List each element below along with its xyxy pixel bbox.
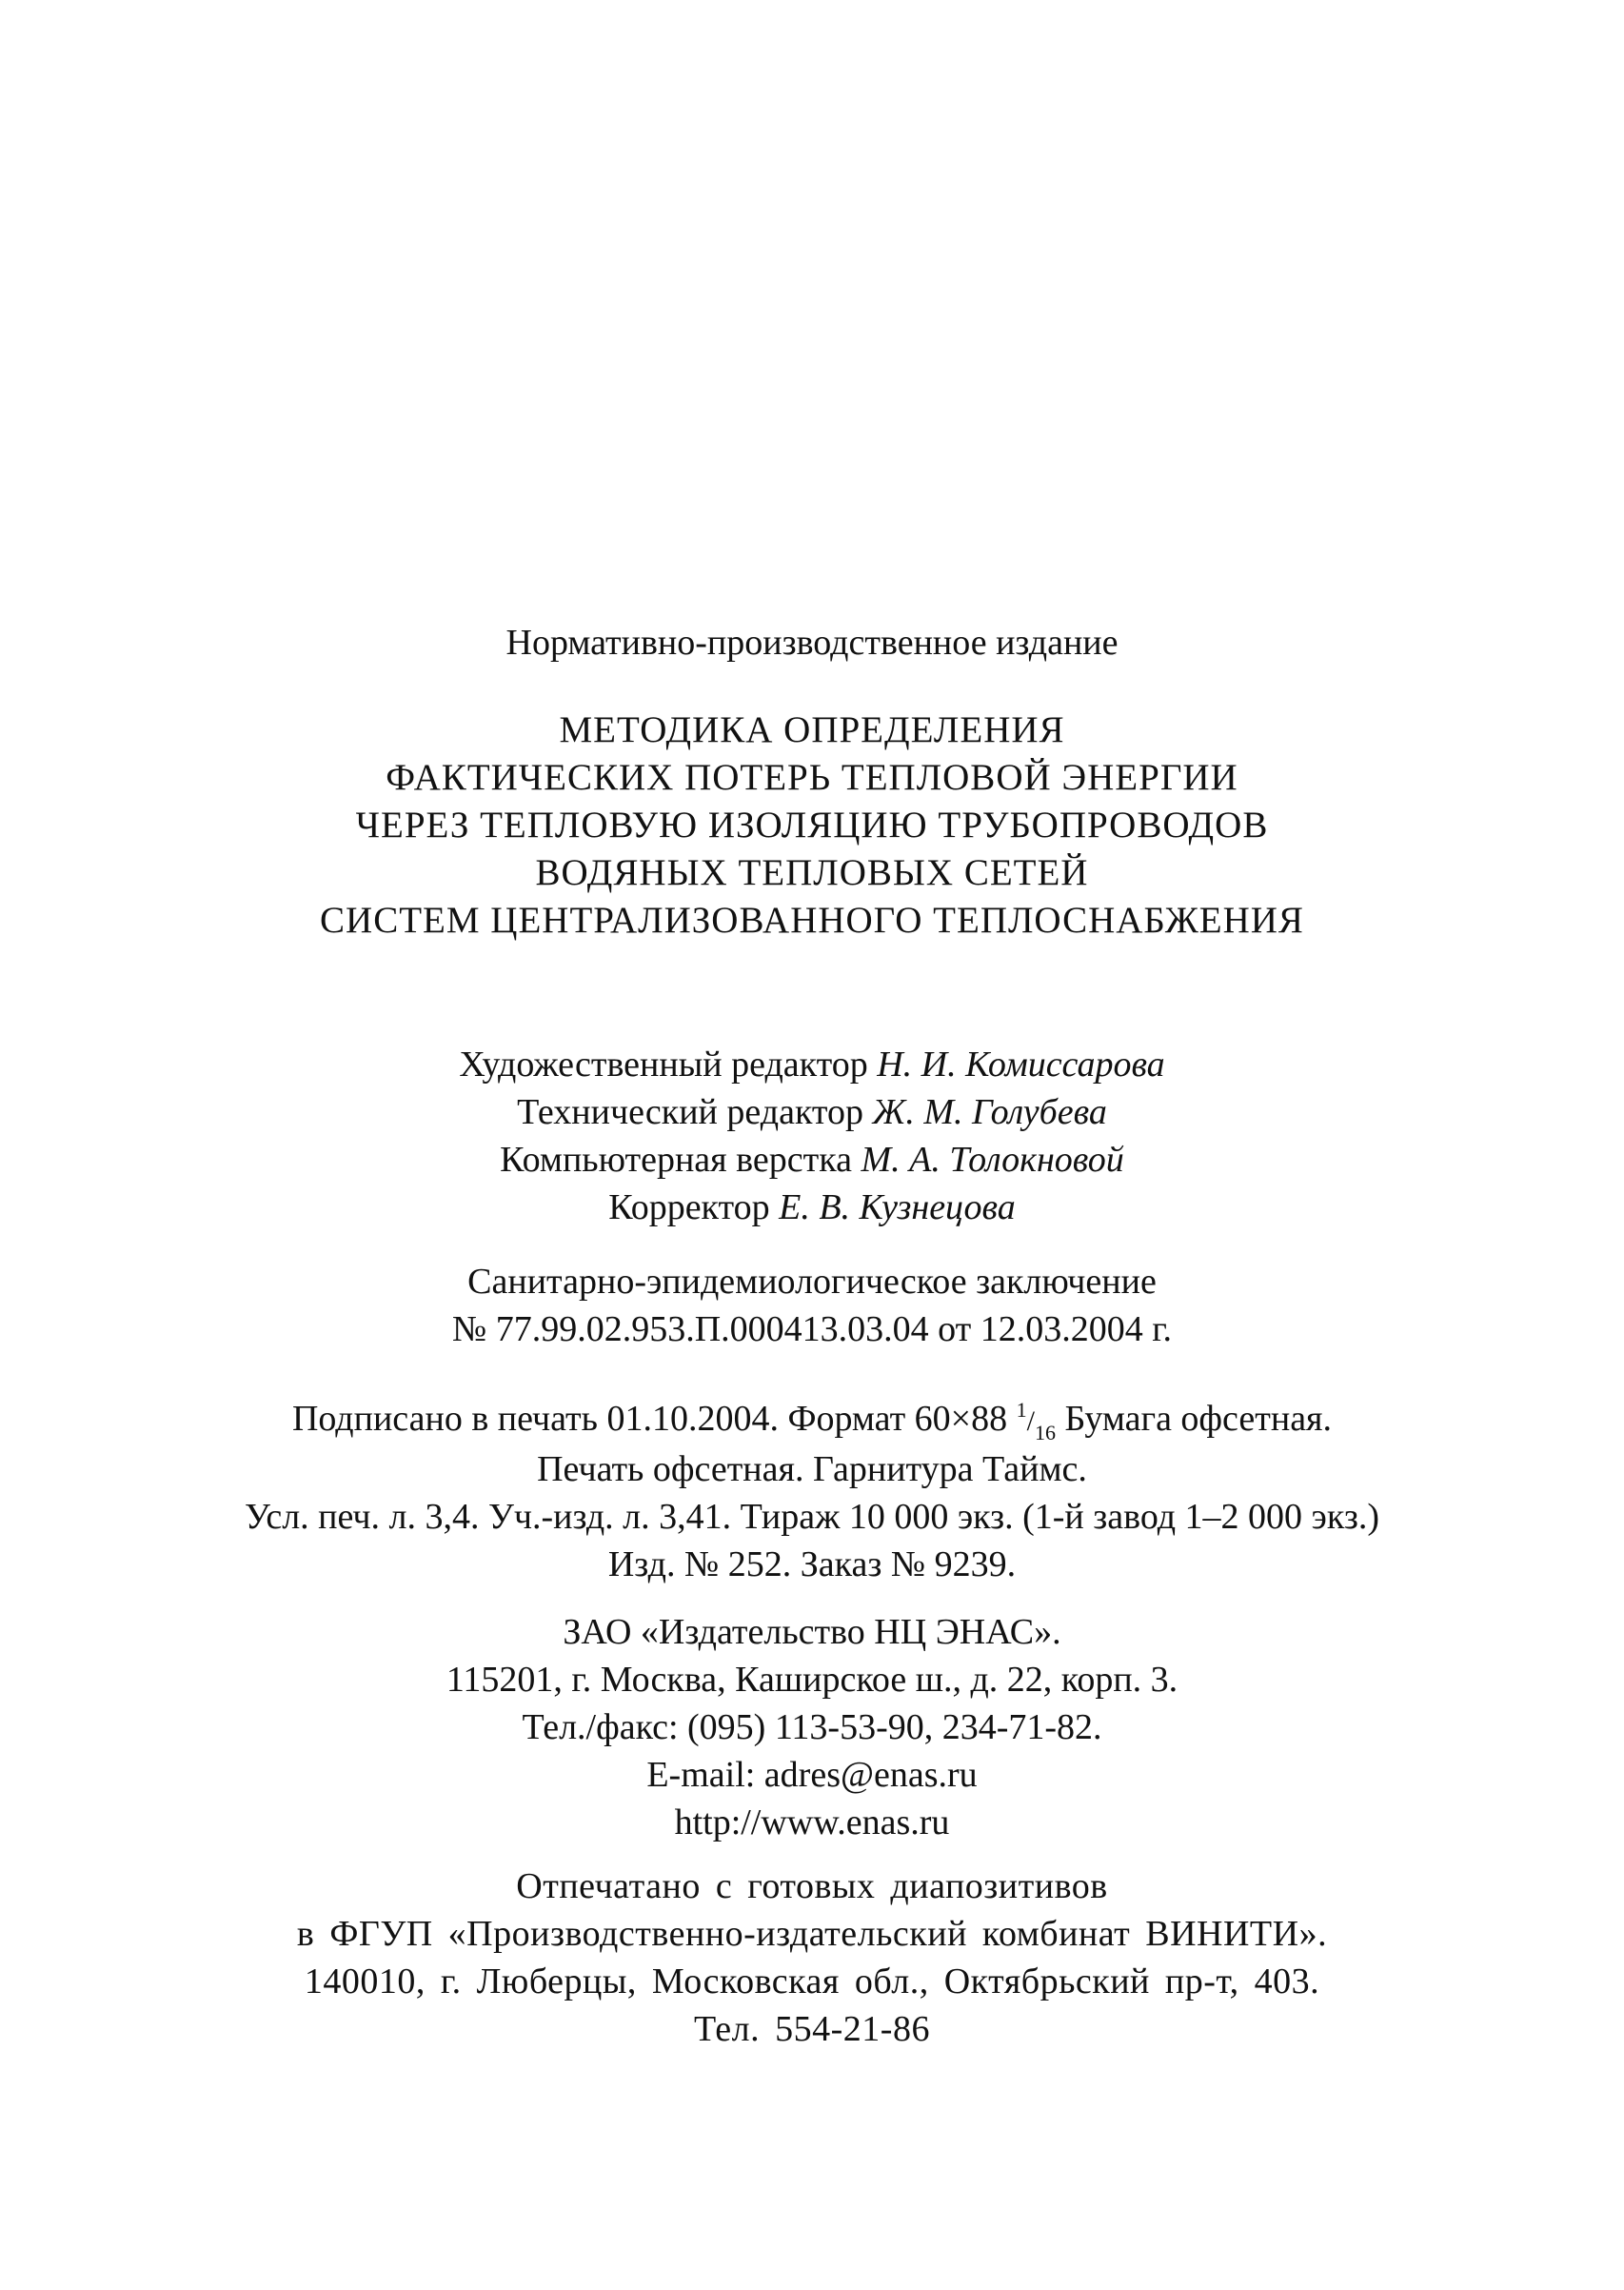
sanitary-label: Санитарно-эпидемиологическое заключение	[467, 1262, 1157, 1302]
credit-role: Художественный редактор	[459, 1045, 868, 1085]
title-line-2: ФАКТИЧЕСКИХ ПОТЕРЬ ТЕПЛОВОЙ ЭНЕРГИИ	[386, 757, 1238, 798]
print-line-2: Печать офсетная. Гарнитура Таймс.	[537, 1449, 1087, 1489]
printer-line-4: Тел. 554-21-86	[694, 2009, 930, 2049]
title-line-1: МЕТОДИКА ОПРЕДЕЛЕНИЯ	[559, 709, 1065, 750]
credit-name: Н. И. Комиссарова	[877, 1045, 1165, 1085]
print-signed-format: Подписано в печать 01.10.2004. Формат 60×88	[291, 1399, 1008, 1439]
book-title	[0, 707, 1624, 945]
title-line-3: ЧЕРЕЗ ТЕПЛОВУЮ ИЗОЛЯЦИЮ ТРУБОПРОВОДОВ	[355, 805, 1269, 846]
edition-type	[0, 619, 1624, 667]
credit-role: Компьютерная верстка	[500, 1140, 852, 1180]
printer-line-1: Отпечатано с готовых диапозитивов	[516, 1866, 1108, 1906]
format-denominator: 16	[1034, 1421, 1056, 1444]
credit-name: Е. В. Кузнецова	[779, 1187, 1016, 1227]
publisher-website: http://www.enas.ru	[674, 1802, 950, 1842]
publisher-email: E-mail: adres@enas.ru	[646, 1755, 978, 1795]
format-fraction	[1016, 1398, 1056, 1444]
format-slash: /	[1026, 1405, 1035, 1437]
format-numerator: 1	[1016, 1398, 1027, 1422]
print-paper: Бумага офсетная.	[1064, 1399, 1333, 1439]
publisher-name: ЗАО «Издательство НЦ ЭНАС».	[563, 1612, 1061, 1652]
credit-proofreader	[0, 1184, 1624, 1231]
print-info	[0, 1395, 1624, 1588]
print-line-1	[0, 1395, 1624, 1445]
print-line-3: Усл. печ. л. 3,4. Уч.-изд. л. 3,41. Тираж 10 000 экз. (1-й завод 1–2 000 экз.)	[244, 1497, 1379, 1537]
printer-line-2: в ФГУП «Производственно-издательский комбинат ВИНИТИ».	[296, 1914, 1328, 1954]
credit-name: М. А. Толокновой	[861, 1140, 1124, 1180]
title-line-5: СИСТЕМ ЦЕНТРАЛИЗОВАННОГО ТЕПЛОСНАБЖЕНИЯ	[320, 900, 1304, 941]
publisher-info	[0, 1608, 1624, 1846]
credit-layout	[0, 1136, 1624, 1184]
credit-role: Корректор	[608, 1187, 770, 1227]
printer-line-3: 140010, г. Люберцы, Московская обл., Октябрьский пр-т, 403.	[304, 1961, 1320, 2001]
print-line-4: Изд. № 252. Заказ № 9239.	[607, 1544, 1017, 1584]
publisher-phone: Тел./факс: (095) 113-53-90, 234-71-82.	[522, 1707, 1102, 1747]
sanitary-number: № 77.99.02.953.П.000413.03.04 от 12.03.2004 г.	[451, 1309, 1173, 1349]
credit-art-editor	[0, 1041, 1624, 1088]
printer-info	[0, 1862, 1624, 2053]
credits	[0, 1041, 1624, 1231]
title-line-4: ВОДЯНЫХ ТЕПЛОВЫХ СЕТЕЙ	[535, 852, 1089, 893]
credit-technical-editor	[0, 1088, 1624, 1136]
edition-type-text: Нормативно-производственное издание	[505, 623, 1119, 663]
sanitary-conclusion	[0, 1258, 1624, 1353]
credit-name: Ж. М. Голубева	[872, 1092, 1107, 1132]
publisher-address: 115201, г. Москва, Каширское ш., д. 22, корп. 3.	[446, 1660, 1178, 1700]
credit-role: Технический редактор	[517, 1092, 864, 1132]
